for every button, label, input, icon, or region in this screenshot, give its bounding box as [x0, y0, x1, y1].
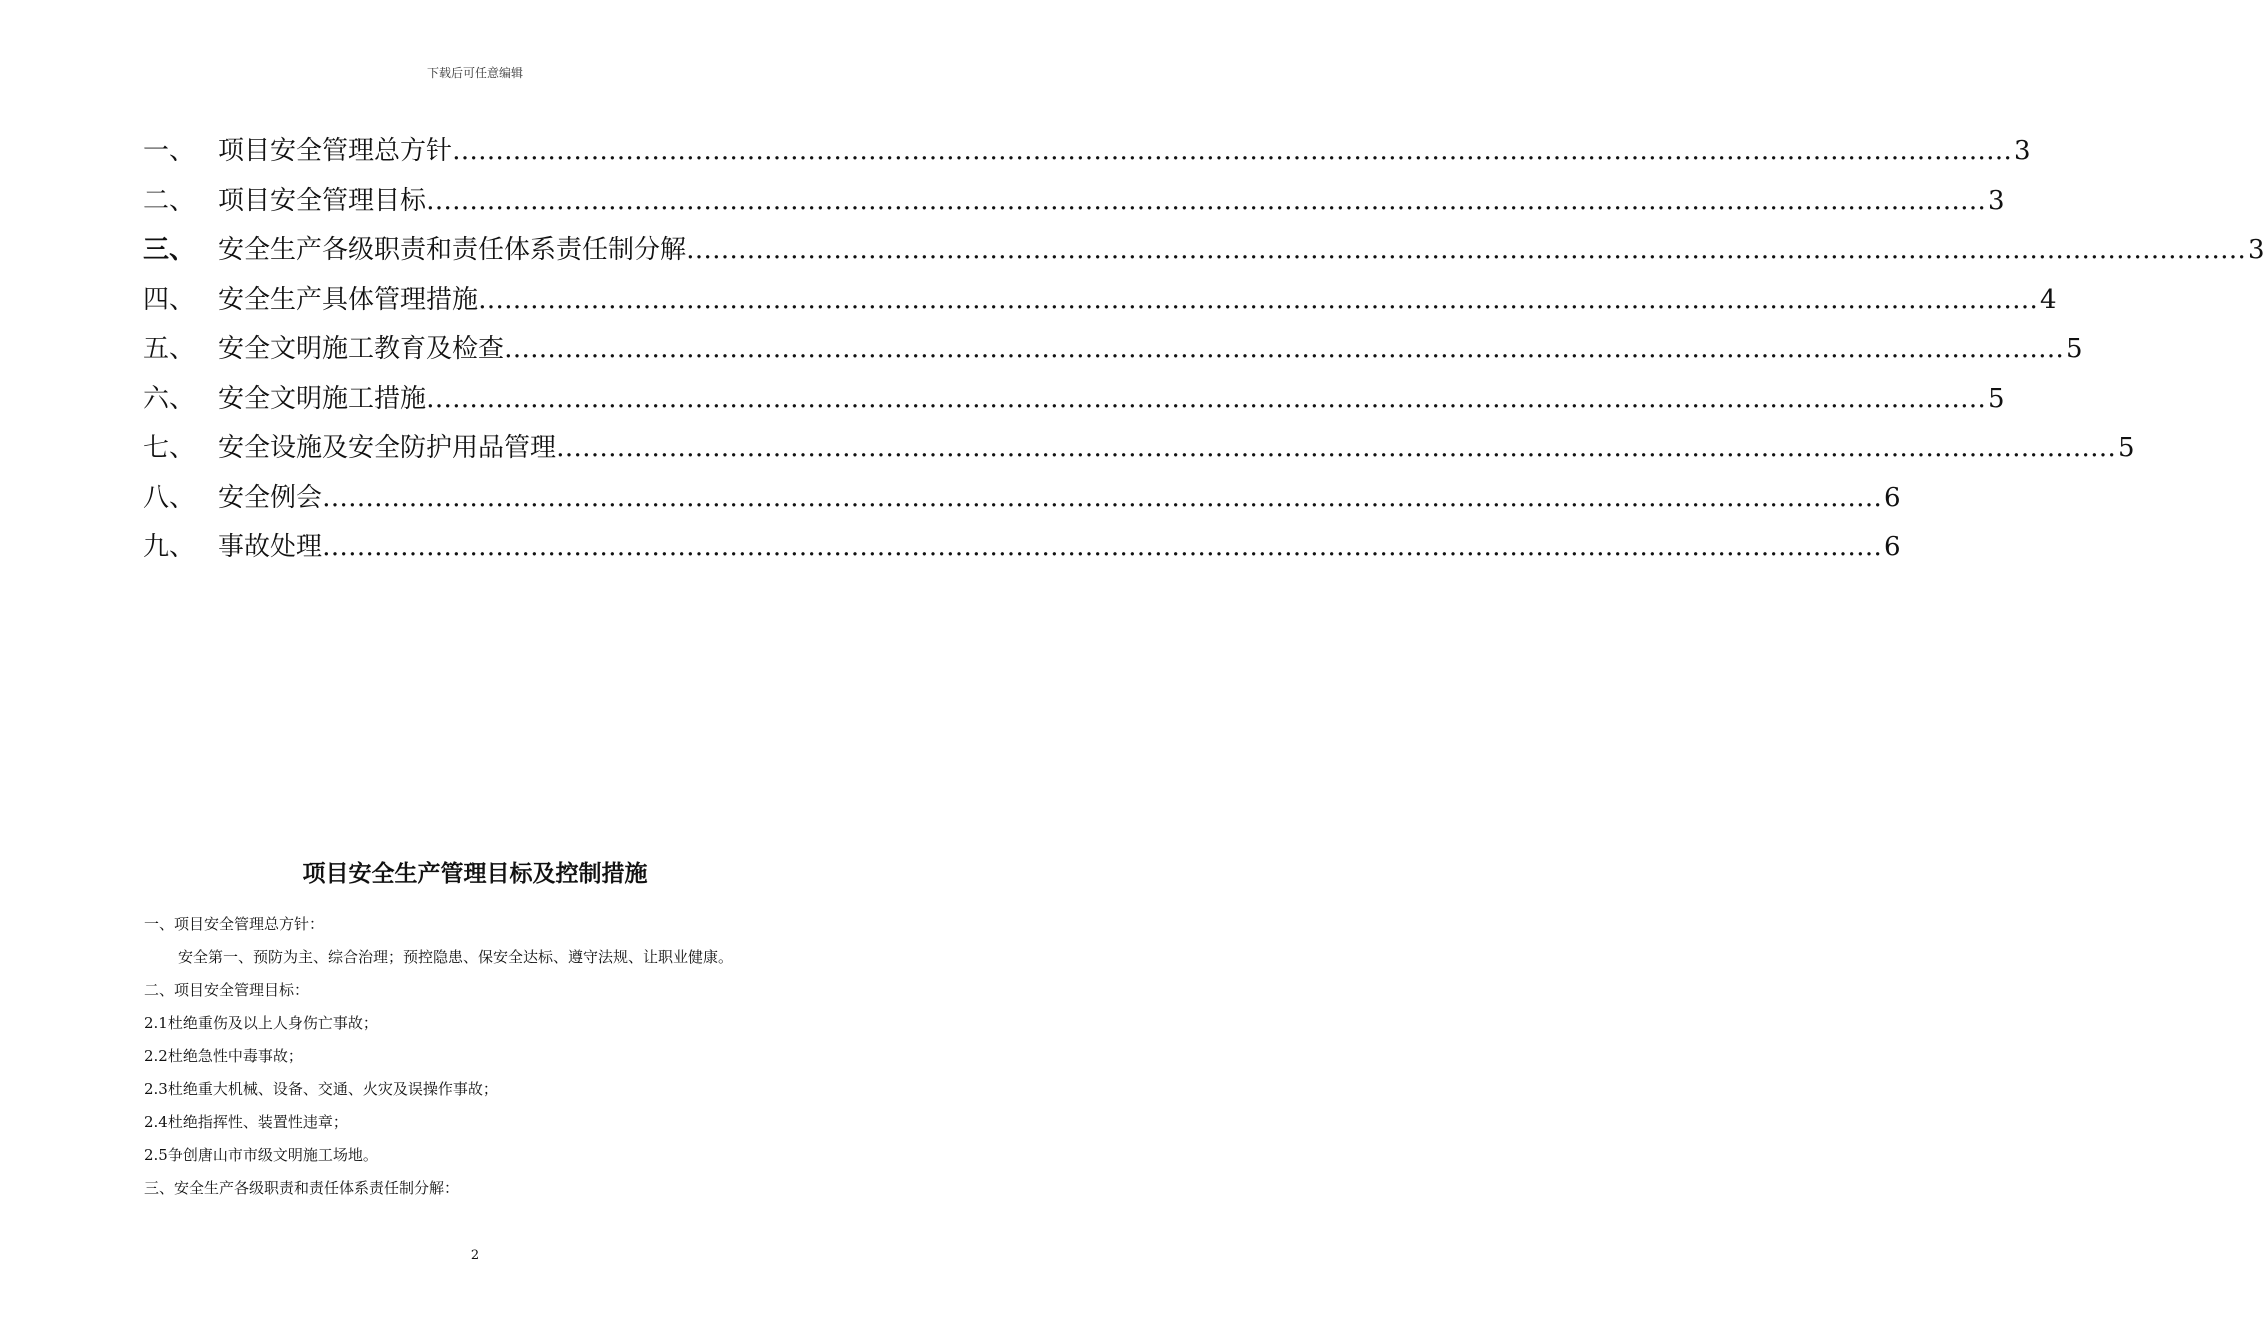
toc-leader: ………………………………………………………………………………………………………………………………………………………………: [504, 334, 2065, 364]
toc-number: 六、: [143, 383, 196, 414]
toc-page-number: 3: [1988, 185, 2005, 216]
toc-title: 安全生产各级职责和责任体系责任制分解: [218, 235, 687, 265]
toc-leader: ………………………………………………………………………………………………………………………………………………………………: [686, 235, 2247, 265]
toc-leader: ………………………………………………………………………………………………………………………………………………………………: [556, 433, 2117, 463]
toc-page-number: 6: [1884, 482, 1901, 513]
toc-number: 一、: [143, 136, 196, 166]
list-item: 2.4杜绝指挥性、装置性违章；: [144, 1113, 348, 1131]
toc-leader: ………………………………………………………………………………………………………………………………………………………………: [322, 482, 1883, 513]
toc-leader: ………………………………………………………………………………………………………………………………………………………………: [452, 136, 2013, 166]
toc-entry[interactable]: [143, 130, 2031, 180]
list-item: 2.5争创唐山市市级文明施工场地。: [144, 1146, 378, 1164]
toc-entry[interactable]: [143, 279, 2057, 329]
toc-title: 安全例会: [218, 482, 323, 513]
toc-page-number: 5: [2118, 433, 2135, 463]
toc-entry[interactable]: [143, 427, 2135, 477]
toc-leader: ………………………………………………………………………………………………………………………………………………………………: [478, 284, 2039, 315]
toc-number: 七、: [143, 433, 196, 463]
toc-leader: ………………………………………………………………………………………………………………………………………………………………: [426, 185, 1987, 216]
paragraph: 安全第一、预防为主、综合治理；预控隐患、保安全达标、遵守法规、让职业健康。: [178, 948, 734, 966]
toc-number: 三、: [143, 235, 196, 265]
toc-leader: ………………………………………………………………………………………………………………………………………………………………: [322, 532, 1883, 562]
toc-entry[interactable]: [143, 526, 1901, 576]
toc-number: 五、: [143, 334, 196, 364]
toc-number: 二、: [143, 185, 196, 216]
toc-page-number: 5: [1988, 383, 2005, 414]
toc-title: 项目安全管理目标: [218, 185, 427, 216]
page-number: 2: [470, 1248, 480, 1263]
toc-page-number: 6: [1884, 532, 1901, 562]
toc-leader: ………………………………………………………………………………………………………………………………………………………………: [426, 383, 1987, 414]
toc-title: 安全文明施工措施: [218, 383, 427, 414]
toc-title: 安全生产具体管理措施: [218, 284, 479, 315]
toc-entry[interactable]: [143, 477, 1901, 527]
toc-entry[interactable]: [143, 328, 2083, 378]
toc-page-number: 3: [2248, 235, 2265, 265]
page-header-note: 下载后可任意编辑: [426, 66, 523, 80]
toc-title: 安全设施及安全防护用品管理: [218, 433, 557, 463]
toc-number: 四、: [143, 284, 196, 315]
toc-title: 安全文明施工教育及检查: [218, 334, 505, 364]
list-item: 2.1杜绝重伤及以上人身伤亡事故；: [144, 1014, 378, 1032]
table-of-contents: [143, 130, 2265, 576]
toc-entry[interactable]: [143, 229, 2265, 279]
toc-page-number: 4: [2040, 284, 2057, 315]
list-item: 2.2杜绝急性中毒事故；: [144, 1047, 303, 1065]
toc-number: 九、: [143, 532, 196, 562]
list-item: 2.3杜绝重大机械、设备、交通、火灾及误操作事故；: [144, 1080, 498, 1098]
toc-title: 项目安全管理总方针: [218, 136, 453, 166]
toc-page-number: 3: [2014, 136, 2031, 166]
toc-entry[interactable]: [143, 180, 2005, 230]
toc-number: 八、: [143, 482, 196, 513]
document-title: 项目安全生产管理目标及控制措施: [302, 861, 648, 887]
section-heading: 三、安全生产各级职责和责任体系责任制分解：: [144, 1179, 460, 1197]
section-heading: 二、项目安全管理目标：: [144, 981, 310, 999]
toc-title: 事故处理: [218, 532, 323, 562]
section-heading: 一、项目安全管理总方针：: [144, 915, 325, 933]
document-body: [144, 908, 824, 1205]
toc-page-number: 5: [2066, 334, 2083, 364]
toc-entry[interactable]: [143, 378, 2005, 428]
